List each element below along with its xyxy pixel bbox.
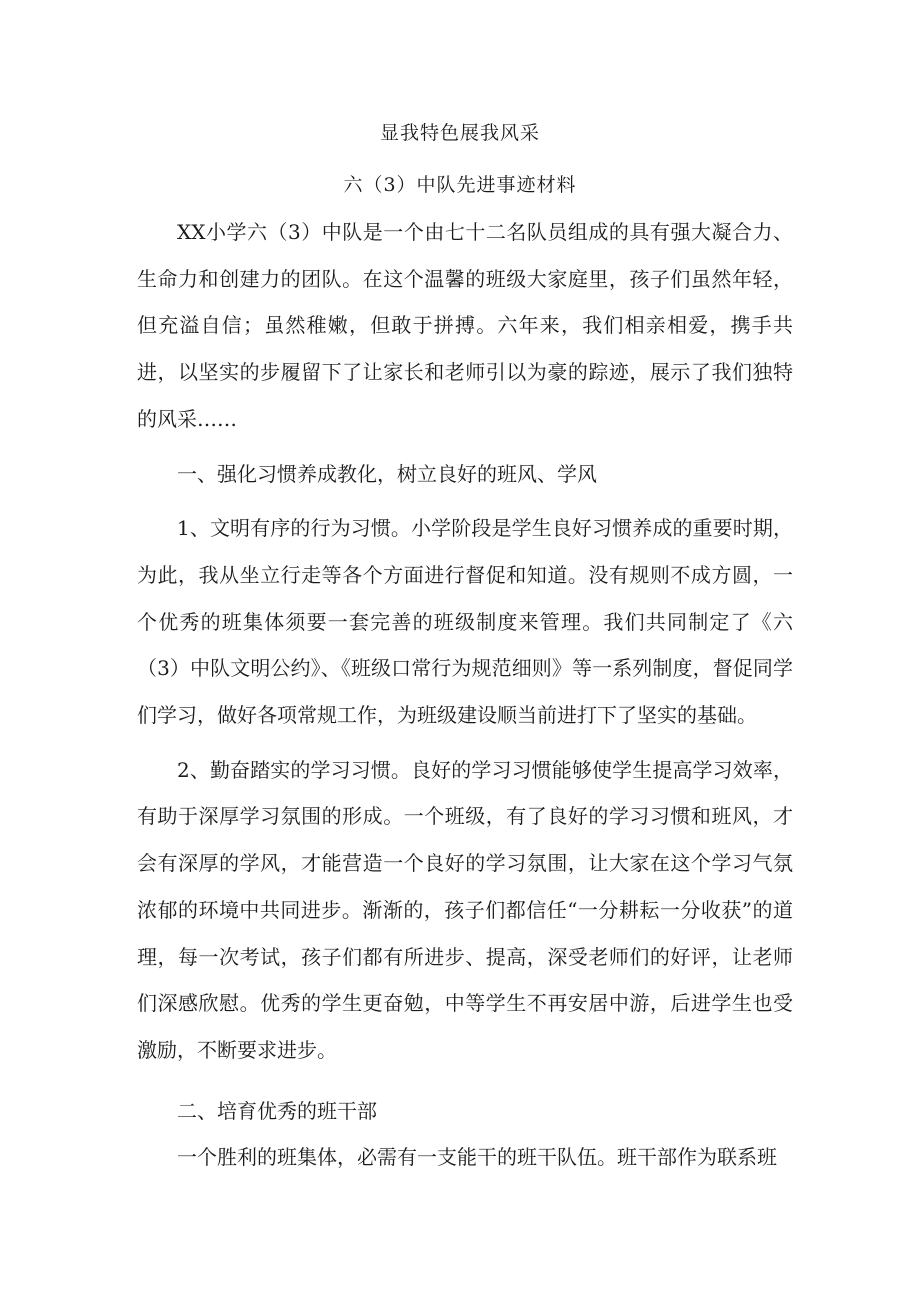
habit-paragraph-2: 2、勤奋踏实的学习习惯。良好的学习习惯能够使学生提高学习效率，有助于深厚学习氛围的形成。一个班级，有了良好的学习习惯和班风，才会有深厚的学风，才能营造一个良好的学习氛围，让大家在这个学习气氛浓郁的环境中共同进步。渐渐的，孩子们都信任“一分耕耘一分收获”的道理，每一次考试，孩子们都有所进步、提高，深受老师们的好评，让老师们深感欣慰。优秀的学生更奋勉，中等学生不再安居中游，后进学生也受激励，不断要求进步。 [137,757,793,1062]
intro-paragraph: XX小学六（3）中队是一个由七十二名队员组成的具有强大凝合力、生命力和创建力的团队。在这个温馨的班级大家庭里，孩子们虽然年轻，但充溢自信；虽然稚嫩，但敢于拼搏。六年来，我们相亲相爱，携手共进，以坚实的步履留下了让家长和老师引以为豪的踪迹，展示了我们独特的风采…… [137,220,793,431]
document-title: 显我特色展我风采 [379,122,540,144]
section-heading-2: 二、培育优秀的班干部 [177,1098,377,1123]
habit-paragraph-1: 1、文明有序的行为习惯。小学阶段是学生良好习惯养成的重要时期，为此，我从坐立行走等各个方面进行督促和知道。没有规则不成方圆，一个优秀的班集体须要一套完善的班级制度来管理。我们共同制定了《六（3）中队文明公约》、《班级口常行为规范细则》等一系列制度，督促同学们学习，做好各项常规工作，为班级建设顺当前进打下了坚实的基础。 [137,516,793,728]
document-subtitle: 六（3）中队先进事迹材料 [343,174,577,196]
cadre-paragraph: 一个胜利的班集体，必需有一支能干的班干队伍。班干部作为联系班 [177,1145,777,1170]
document-body [137,209,793,1181]
section-heading-1: 一、强化习惯养成教化，树立良好的班风、学风 [177,461,597,486]
